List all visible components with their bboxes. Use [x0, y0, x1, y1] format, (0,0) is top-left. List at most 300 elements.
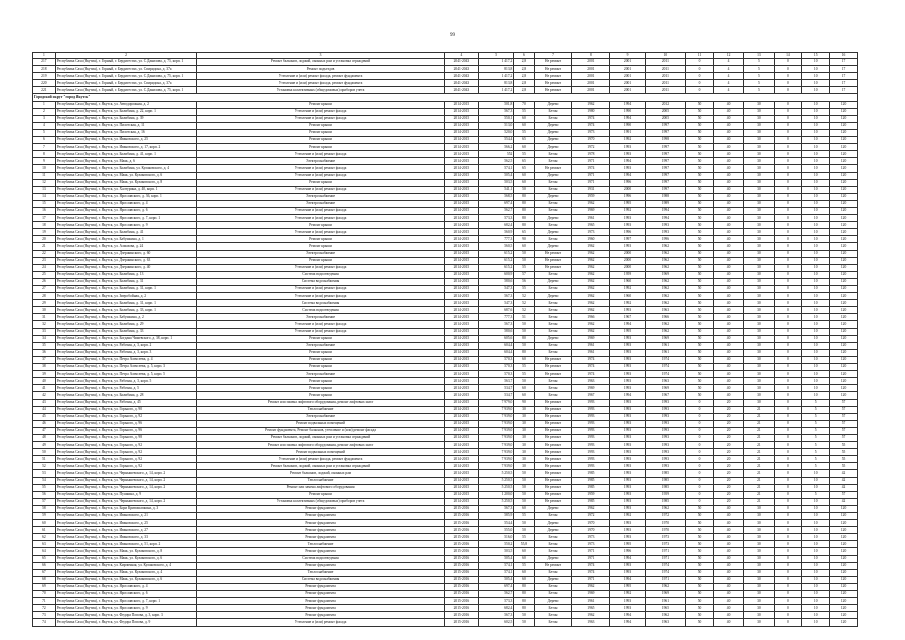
table-cell: 1993: [572, 434, 610, 441]
table-cell: 30: [514, 456, 534, 463]
table-cell: Республика Саха (Якутия), г. Якутск, ул. Билибина, д. 13: [55, 271, 197, 278]
table-cell: 1960: [610, 293, 645, 300]
table-cell: Ремонт крыши: [197, 491, 445, 498]
table-cell: 20: [713, 456, 743, 463]
table-cell: Республика Саха (Якутия), г. Якутск, ул. Билибина, ул. Кулаковского, д. 4: [55, 165, 197, 172]
table-cell: 1993: [610, 569, 645, 576]
table-cell: 30: [744, 520, 774, 527]
table-cell: 1996: [610, 229, 645, 236]
table-cell: 2014-2015: [444, 349, 478, 356]
table-cell: Бетон: [534, 108, 572, 115]
table-cell: 0: [774, 186, 802, 193]
table-cell: 10: [802, 583, 830, 590]
table-cell: Бетон: [534, 385, 572, 392]
table-cell: 2014-2015: [444, 108, 478, 115]
table-cell: Ремонт подвальных помещений: [197, 449, 445, 456]
table-cell: Республика Саха (Якутия), г. Якутск, ул. Ярославского, д. 7, корп. 1: [55, 598, 197, 605]
table-cell: 5: [802, 456, 830, 463]
table-cell: 30: [744, 108, 774, 115]
table-cell: 69: [33, 583, 56, 590]
table-cell: 50: [686, 371, 714, 378]
table-cell: Не ремонт: [534, 364, 572, 371]
table-cell: 2011: [645, 73, 685, 80]
table-cell: 80: [514, 591, 534, 598]
table-cell: Республика Саха (Якутия), г. Якутск, ул. Пилотская, д. 11: [55, 122, 197, 129]
table-cell: 30: [744, 101, 774, 108]
table-row: [33, 278, 858, 285]
table-cell: 1969: [645, 271, 685, 278]
table-cell: Теплоснабжение: [197, 541, 445, 548]
table-cell: Республика Саха (Якутия), г. Якутск, ул. Ивановского, д. 17, корп. 2: [55, 144, 197, 151]
table-cell: 2014-2015: [444, 484, 478, 491]
table-cell: 10: [802, 293, 830, 300]
table-row: [33, 449, 858, 456]
table-cell: 0: [774, 257, 802, 264]
table-cell: 1972: [572, 144, 610, 151]
table-cell: 2015-2016: [444, 598, 478, 605]
table-cell: 50: [686, 569, 714, 576]
table-cell: 562,7: [478, 207, 513, 214]
table-cell: 50: [686, 115, 714, 122]
table-cell: 1993: [610, 356, 645, 363]
table-cell: 30: [744, 371, 774, 378]
table-cell: 40: [713, 307, 743, 314]
table-cell: 1974: [572, 569, 610, 576]
table-cell: 30: [514, 406, 534, 413]
table-cell: 5 250,5: [478, 470, 513, 477]
table-cell: 30: [744, 257, 774, 264]
table-cell: 80: [514, 215, 534, 222]
table-cell: 0: [774, 207, 802, 214]
table-cell: 554,4: [478, 137, 513, 144]
table-cell: 1993: [610, 442, 645, 449]
table-cell: 30: [744, 158, 774, 165]
table-cell: 2001: [572, 73, 610, 80]
table-cell: Не ремонт: [534, 257, 572, 264]
table-cell: 1993: [610, 413, 645, 420]
table-cell: 1993: [610, 215, 645, 222]
table-cell: 50: [686, 505, 714, 512]
table-cell: 1993: [572, 399, 610, 406]
table-cell: 550,1: [478, 115, 513, 122]
table-cell: 22: [33, 250, 56, 257]
table-cell: Республика Саха (Якутия), г. Якутск, ул. Билибина, д. 28: [55, 392, 197, 399]
table-cell: 1993: [610, 456, 645, 463]
table-cell: Дерево: [534, 129, 572, 136]
table-cell: 2014-2015: [444, 385, 478, 392]
table-cell: 1974: [572, 115, 610, 122]
table-cell: Ремонт крыши: [197, 137, 445, 144]
table-cell: 0: [686, 66, 714, 73]
table-cell: Бетон: [534, 300, 572, 307]
table-cell: 7 939,0: [478, 413, 513, 420]
table-cell: 20: [713, 491, 743, 498]
table-cell: 2015-2016: [444, 513, 478, 520]
table-cell: 30: [744, 378, 774, 385]
table-cell: 50: [686, 229, 714, 236]
table-cell: 1994: [610, 321, 645, 328]
table-cell: 1993: [610, 484, 645, 491]
table-cell: 120: [830, 314, 858, 321]
table-cell: 30: [514, 434, 534, 441]
table-row: [33, 470, 858, 477]
table-cell: 51: [514, 314, 534, 321]
table-row: [33, 484, 858, 491]
table-cell: 30: [744, 300, 774, 307]
table-cell: 1962: [572, 293, 610, 300]
table-cell: 40: [713, 215, 743, 222]
table-cell: Ремонт фундамента: [197, 534, 445, 541]
table-cell: 30: [744, 392, 774, 399]
table-cell: 1993: [610, 470, 645, 477]
table-cell: 1962: [572, 583, 610, 590]
table-cell: 2014-2015: [444, 257, 478, 264]
table-cell: 58: [33, 505, 56, 512]
table-cell: 1993: [610, 434, 645, 441]
table-cell: 1995: [610, 328, 645, 335]
table-cell: 1985: [572, 498, 610, 505]
table-cell: 60: [514, 555, 534, 562]
table-cell: 550,2: [478, 541, 513, 548]
table-cell: 3: [33, 115, 56, 122]
table-cell: 5: [744, 66, 774, 73]
table-cell: 2011: [645, 87, 685, 94]
table-cell: 50: [686, 591, 714, 598]
table-cell: 1993: [610, 335, 645, 342]
table-cell: 50: [514, 527, 534, 534]
table-cell: 218: [33, 66, 56, 73]
table-cell: 80: [514, 200, 534, 207]
table-cell: 0: [774, 215, 802, 222]
table-cell: Утепление и (или) ремонт фасада: [197, 286, 445, 293]
table-cell: 580,6: [478, 278, 513, 285]
table-cell: 2015-2016: [444, 576, 478, 583]
table-cell: 1996: [610, 179, 645, 186]
table-cell: 8: [572, 53, 610, 59]
table-cell: Электроснабжение: [197, 314, 445, 321]
table-cell: 120: [830, 378, 858, 385]
table-cell: 50: [686, 137, 714, 144]
table-cell: 2015-2016: [444, 505, 478, 512]
table-cell: 1971: [645, 555, 685, 562]
table-row: [33, 399, 858, 406]
table-cell: Теплоснабжение: [197, 569, 445, 576]
table-cell: Республика Саха (Якутия), г. Якутск, ул. Билибина, д. 33, корп. 1: [55, 307, 197, 314]
table-cell: 55,8: [514, 541, 534, 548]
table-cell: 1967: [610, 314, 645, 321]
table-cell: 10: [802, 576, 830, 583]
table-cell: 40: [33, 378, 56, 385]
table-cell: 574,1: [478, 165, 513, 172]
table-cell: 2014-2015: [444, 328, 478, 335]
table-cell: 1993: [645, 222, 685, 229]
table-cell: 120: [830, 137, 858, 144]
table-cell: 2001: [610, 80, 645, 87]
table-cell: 1969: [572, 591, 610, 598]
table-row: [33, 80, 858, 87]
table-cell: 55: [830, 449, 858, 456]
table-cell: 1970: [572, 137, 610, 144]
table-cell: 120: [830, 321, 858, 328]
table-cell: 1993: [572, 406, 610, 413]
table-cell: 560,5: [478, 243, 513, 250]
table-cell: 42: [830, 484, 858, 491]
table-cell: 10: [802, 179, 830, 186]
table-cell: 0: [774, 144, 802, 151]
table-cell: 120: [830, 158, 858, 165]
table-cell: 48: [33, 434, 56, 441]
table-cell: 1993: [572, 413, 610, 420]
table-cell: 1962: [645, 286, 685, 293]
table-cell: 50: [686, 108, 714, 115]
table-cell: 65: [514, 229, 534, 236]
table-cell: 0: [774, 541, 802, 548]
table-cell: 120: [830, 115, 858, 122]
table-cell: Бетон: [534, 271, 572, 278]
table-cell: Республика Саха (Якутия), г. Якутск, ул. Чернышевского, д. 14, корп. 2: [55, 477, 197, 484]
table-cell: 217: [33, 59, 56, 66]
table-cell: Республика Саха (Якутия), г. Якутск, ул. Ярославского, д. 4: [55, 583, 197, 590]
table-row: [33, 101, 858, 108]
table-cell: 0: [774, 328, 802, 335]
table-cell: Республика Саха (Якутия), г. Горный, г. Бердигестях, ул. С.Данилова, д. 75, корп. 1: [55, 87, 197, 94]
table-cell: 1997: [645, 129, 685, 136]
table-cell: 1985: [572, 477, 610, 484]
table-cell: 10: [802, 605, 830, 612]
table-cell: Республика Саха (Якутия), г. Якутск, ул. Рабочая, д. 45: [55, 399, 197, 406]
table-cell: 10: [802, 101, 830, 108]
table-cell: 30: [744, 399, 774, 406]
table-cell: 80: [514, 222, 534, 229]
table-cell: 40: [713, 108, 743, 115]
table-cell: 1971: [572, 576, 610, 583]
table-cell: Бетон: [534, 534, 572, 541]
table-cell: Утепление и (или) ремонт фасада: [197, 172, 445, 179]
table-cell: 10: [802, 151, 830, 158]
table-cell: 30: [514, 449, 534, 456]
table-cell: Бетон: [534, 179, 572, 186]
table-cell: 0: [774, 122, 802, 129]
table-cell: 1988: [645, 193, 685, 200]
table-cell: Бетон: [534, 605, 572, 612]
table-cell: Дерево: [534, 335, 572, 342]
table-cell: 2,8: [514, 80, 534, 87]
table-cell: Не ремонт: [534, 356, 572, 363]
table-row: [33, 222, 858, 229]
table-cell: Республика Саха (Якутия), г. Якутск, ул. Рабочая, д. 3, корп. 5: [55, 378, 197, 385]
table-cell: 10: [802, 356, 830, 363]
section-title: Городской округ "город Якутск": [33, 94, 858, 101]
table-cell: 1993: [610, 562, 645, 569]
table-cell: 14: [33, 193, 56, 200]
table-cell: Дерево: [534, 122, 572, 129]
table-cell: 1980: [572, 108, 610, 115]
table-cell: 1992: [610, 300, 645, 307]
table-cell: 2014-2015: [444, 122, 478, 129]
table-cell: 40: [713, 562, 743, 569]
table-cell: 60: [514, 144, 534, 151]
table-row: [33, 115, 858, 122]
table-cell: 7 939,0: [478, 463, 513, 470]
table-cell: 1961: [645, 598, 685, 605]
table-cell: 40: [713, 151, 743, 158]
table-cell: 2014-2015: [444, 101, 478, 108]
table-cell: 1994: [610, 619, 645, 626]
table-cell: 1962: [572, 250, 610, 257]
table-cell: Не ремонт: [534, 449, 572, 456]
table-cell: 120: [830, 612, 858, 619]
table-cell: 52: [514, 307, 534, 314]
table-cell: Бетон: [534, 200, 572, 207]
table-cell: 40: [713, 576, 743, 583]
table-cell: 20: [713, 463, 743, 470]
table-cell: Республика Саха (Якутия), г. Якутск, ул. Горького, д. 92: [55, 413, 197, 420]
table-cell: 120: [830, 342, 858, 349]
table-cell: 697,4: [478, 583, 513, 590]
table-cell: 1971: [645, 548, 685, 555]
table-cell: 1993: [572, 456, 610, 463]
table-cell: 505,4: [478, 555, 513, 562]
table-cell: 0: [774, 505, 802, 512]
table-cell: Республика Саха (Якутия), г. Якутск, ул. Маяк, д. 6: [55, 158, 197, 165]
table-cell: Система водоснабжения: [197, 576, 445, 583]
table-cell: 0: [686, 491, 714, 498]
table-cell: 0: [774, 449, 802, 456]
table-cell: 10: [802, 505, 830, 512]
table-cell: 50: [514, 520, 534, 527]
table-cell: 30: [744, 137, 774, 144]
table-cell: 777,3: [478, 236, 513, 243]
table-cell: 47: [33, 427, 56, 434]
table-cell: 120: [830, 207, 858, 214]
table-cell: 1994: [610, 555, 645, 562]
table-cell: 72: [33, 605, 56, 612]
capital-repair-table: [32, 52, 858, 627]
table-cell: 120: [830, 307, 858, 314]
table-cell: 0: [774, 385, 802, 392]
table-cell: Бетон: [534, 569, 572, 576]
table-cell: 40: [713, 243, 743, 250]
table-cell: 1962: [645, 278, 685, 285]
table-cell: 1997: [645, 165, 685, 172]
table-cell: 2041-2043: [444, 66, 478, 73]
table-cell: 60: [514, 505, 534, 512]
table-cell: 10: [802, 555, 830, 562]
table-cell: 10: [802, 300, 830, 307]
table-cell: 1993: [610, 527, 645, 534]
table-cell: Бетон: [534, 548, 572, 555]
table-cell: 0: [774, 591, 802, 598]
table-cell: 30: [744, 172, 774, 179]
table-cell: 55: [514, 562, 534, 569]
table-cell: 59: [33, 513, 56, 520]
table-cell: 40: [713, 172, 743, 179]
table-cell: 50: [514, 470, 534, 477]
table-row: [33, 271, 858, 278]
table-cell: 50: [686, 243, 714, 250]
table-cell: 30: [744, 229, 774, 236]
table-cell: 120: [830, 562, 858, 569]
table-cell: 30: [744, 200, 774, 207]
table-cell: 80: [514, 207, 534, 214]
table-cell: Республика Саха (Якутия), г. Якутск, ул. Билибина, д. 41, корп. 1: [55, 151, 197, 158]
table-cell: 1966: [572, 314, 610, 321]
table-cell: Утепление и (или) ремонт фасада, ремонт фундамента: [197, 80, 445, 87]
table-cell: 0: [774, 250, 802, 257]
table-cell: 40: [713, 356, 743, 363]
table-cell: Республика Саха (Якутия), г. Якутск, ул. Бабушкина, д. 1: [55, 236, 197, 243]
table-row: [33, 548, 858, 555]
table-cell: 20: [713, 399, 743, 406]
table-cell: 2014-2015: [444, 378, 478, 385]
table-cell: 55: [514, 513, 534, 520]
table-cell: Республика Саха (Якутия), г. Якутск, ул. Билибина, д. 39: [55, 115, 197, 122]
table-cell: Республика Саха (Якутия), г. Якутск, ул. Богдана Чижевского, д. 38, корп. 1: [55, 335, 197, 342]
table-cell: Ремонт крыши: [197, 101, 445, 108]
table-cell: 0: [774, 562, 802, 569]
table-cell: 40: [713, 250, 743, 257]
table-cell: 1974: [645, 562, 685, 569]
table-cell: Республика Саха (Якутия), г. Якутск, ул. Билибина, д. 22, корп. 1: [55, 108, 197, 115]
table-cell: 120: [830, 222, 858, 229]
table-cell: 50: [686, 605, 714, 612]
table-row: [33, 420, 858, 427]
table-cell: 57: [514, 271, 534, 278]
table-cell: 21: [744, 413, 774, 420]
table-cell: 2014-2015: [444, 229, 478, 236]
table-cell: 0: [774, 243, 802, 250]
table-row: [33, 300, 858, 307]
table-cell: 120: [830, 534, 858, 541]
table-cell: 1972: [572, 513, 610, 520]
table-cell: 570,3: [478, 371, 513, 378]
table-cell: 74: [33, 619, 56, 626]
table-cell: 10: [802, 534, 830, 541]
table-row: [33, 165, 858, 172]
table-cell: 50: [514, 186, 534, 193]
table-row: [33, 179, 858, 186]
table-cell: 0: [774, 321, 802, 328]
table-cell: 1972: [645, 513, 685, 520]
table-cell: 19: [33, 229, 56, 236]
table-cell: 120: [830, 264, 858, 271]
table-cell: 0: [774, 73, 802, 80]
table-cell: 2014-2015: [444, 477, 478, 484]
table-row: [33, 598, 858, 605]
table-cell: 40: [713, 207, 743, 214]
table-cell: 30: [744, 548, 774, 555]
table-cell: 574,1: [478, 562, 513, 569]
table-cell: 50: [686, 151, 714, 158]
table-cell: 0: [774, 463, 802, 470]
table-cell: 50: [686, 392, 714, 399]
table-cell: 1962: [645, 583, 685, 590]
table-cell: 0: [774, 548, 802, 555]
table-cell: 5: [802, 406, 830, 413]
table-cell: 2014-2015: [444, 356, 478, 363]
table-cell: 65: [514, 158, 534, 165]
table-cell: 10: [802, 342, 830, 349]
table-cell: 10: [802, 264, 830, 271]
table-cell: 0: [774, 612, 802, 619]
table-cell: 1994: [610, 101, 645, 108]
table-cell: 0: [686, 456, 714, 463]
table-cell: 7: [534, 53, 572, 59]
table-cell: Республика Саха (Якутия), г. Якутск, ул. Горького, д. 92: [55, 442, 197, 449]
table-cell: 62: [33, 534, 56, 541]
table-cell: 1993: [610, 427, 645, 434]
table-cell: 44: [33, 406, 56, 413]
